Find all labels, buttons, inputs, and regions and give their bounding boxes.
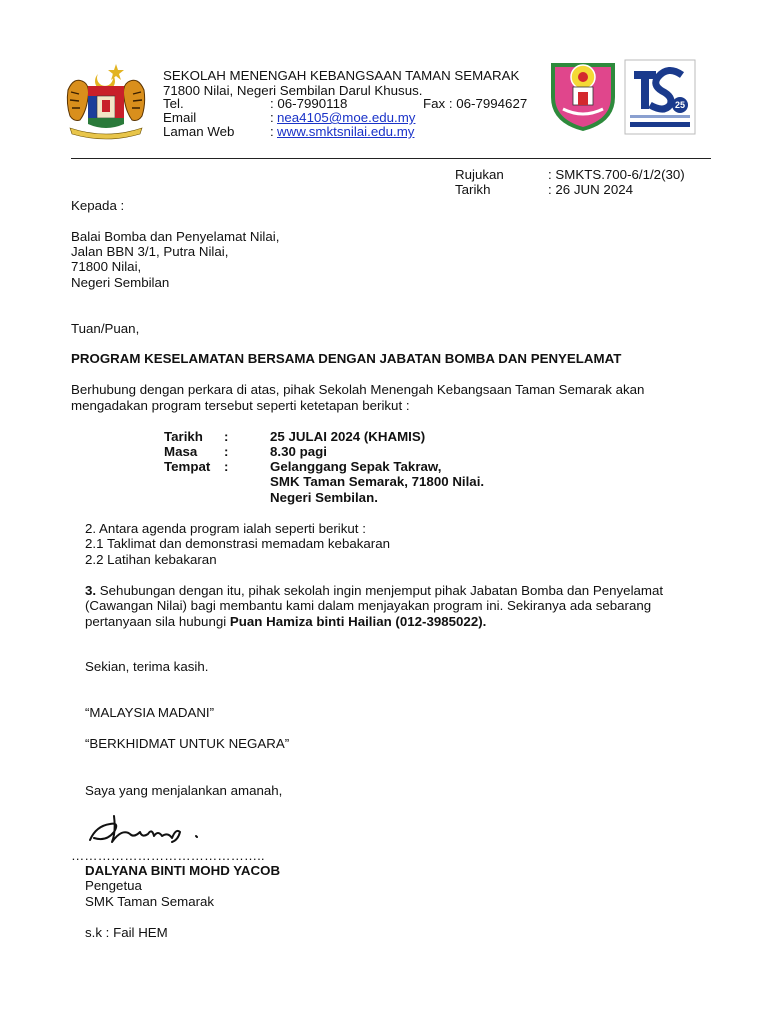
coat-of-arms-logo <box>64 60 148 140</box>
signature-image <box>86 806 206 850</box>
paragraph-3-line3 <box>85 614 486 630</box>
tel-label: Tel. <box>163 96 184 111</box>
contact-person: Puan Hamiza binti Hailian (012-3985022). <box>229 614 487 629</box>
event-venue-line: Gelanggang Sepak Takraw, <box>270 459 442 474</box>
paragraph-3-line1 <box>85 583 663 599</box>
web-link[interactable]: www.smktsnilai.edu.my <box>277 124 415 139</box>
fax-value: Fax : 06-7994627 <box>423 96 528 111</box>
paragraph-number: 3. <box>85 583 97 598</box>
email-link[interactable]: nea4105@moe.edu.my <box>277 110 416 125</box>
intro-line: Berhubung dengan perkara di atas, pihak Sekolah Menengah Kebangsaan Taman Semarak akan <box>71 382 645 397</box>
signatory-title: Pengetua <box>85 878 142 893</box>
intro-line: mengadakan program tersebut seperti ketetapan berikut : <box>71 398 410 413</box>
email-label: Email <box>163 110 197 125</box>
agenda-line: 2.2 Latihan kebakaran <box>85 552 217 567</box>
ts-logo-number: 25 <box>674 100 686 110</box>
closing-trust: Saya yang menjalankan amanah, <box>85 783 283 798</box>
email-colon: : <box>270 110 274 125</box>
school-name: SEKOLAH MENENGAH KEBANGSAAN TAMAN SEMARAK <box>163 68 520 83</box>
letter-date-value: : 26 JUN 2024 <box>548 182 634 197</box>
recipient-line: Balai Bomba dan Penyelamat Nilai, <box>71 229 280 244</box>
motto-1: “MALAYSIA MADANI” <box>85 705 215 720</box>
agenda-line: 2. Antara agenda program ialah seperti berikut : <box>85 521 366 536</box>
cc-note: s.k : Fail HEM <box>85 925 168 940</box>
ref-value: : SMKTS.700-6/1/2(30) <box>548 167 685 182</box>
signature-dots: …………………………………….. <box>71 848 265 863</box>
salutation: Tuan/Puan, <box>71 321 140 336</box>
header-divider <box>71 158 711 159</box>
paragraph-3-line2: (Cawangan Nilai) bagi membantu kami dalam menjayakan program ini. Sekiranya ada sebarang <box>85 598 652 613</box>
event-date-colon: : <box>224 429 229 444</box>
recipient-line: 71800 Nilai, <box>71 259 142 274</box>
subject-heading: PROGRAM KESELAMATAN BERSAMA DENGAN JABATAN BOMBA DAN PENYELAMAT <box>71 351 622 366</box>
closing-thanks: Sekian, terima kasih. <box>85 659 209 674</box>
school-address: 71800 Nilai, Negeri Sembilan Darul Khusus. <box>163 83 423 98</box>
tel-value: : 06-7990118 <box>270 96 348 111</box>
ts25-logo <box>624 59 696 135</box>
paragraph-3-text: Sehubungan dengan itu, pihak sekolah ingin menjemput pihak Jabatan Bomba dan Penyelamat <box>96 583 664 598</box>
event-venue-label: Tempat <box>164 459 211 474</box>
to-label: Kepada : <box>71 198 125 213</box>
event-date-value: 25 JULAI 2024 (KHAMIS) <box>270 429 426 444</box>
recipient-line: Negeri Sembilan <box>71 275 170 290</box>
web-colon: : <box>270 124 274 139</box>
web-label: Laman Web <box>163 124 235 139</box>
event-time-colon: : <box>224 444 229 459</box>
ref-label: Rujukan <box>455 167 504 182</box>
event-venue-line: Negeri Sembilan. <box>270 490 378 505</box>
agenda-line: 2.1 Taklimat dan demonstrasi memadam kebakaran <box>85 536 390 551</box>
event-venue-line: SMK Taman Semarak, 71800 Nilai. <box>270 474 485 489</box>
signatory-school: SMK Taman Semarak <box>85 894 215 909</box>
event-venue-colon: : <box>224 459 229 474</box>
event-time-value: 8.30 pagi <box>270 444 327 459</box>
signatory-name: DALYANA BINTI MOHD YACOB <box>85 863 281 878</box>
letter-date-label: Tarikh <box>455 182 491 197</box>
motto-2: “BERKHIDMAT UNTUK NEGARA” <box>85 736 290 751</box>
paragraph-3-prefix: pertanyaan sila hubungi <box>85 614 230 629</box>
recipient-line: Jalan BBN 3/1, Putra Nilai, <box>71 244 229 259</box>
event-time-label: Masa <box>164 444 198 459</box>
school-logo <box>545 57 621 133</box>
event-date-label: Tarikh <box>164 429 203 444</box>
